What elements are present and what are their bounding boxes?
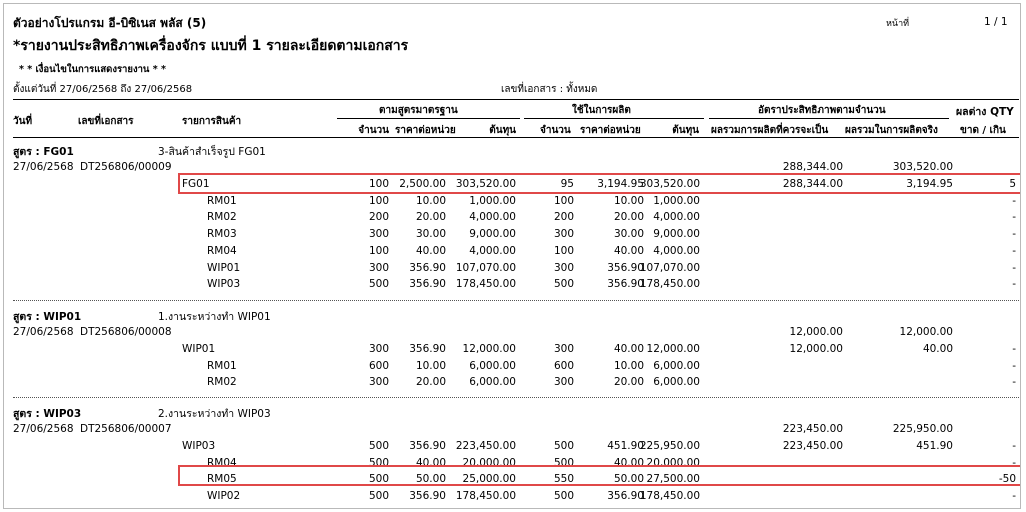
group-diff-header: ผลต่าง QTY bbox=[956, 106, 1014, 118]
table-row bbox=[4, 209, 1021, 226]
cell-uq: 600 bbox=[553, 359, 574, 372]
cell-uc: 4,000.00 bbox=[653, 211, 700, 224]
table-row bbox=[4, 226, 1021, 243]
cell-uu: 40.00 bbox=[613, 456, 644, 469]
cell-su: 356.90 bbox=[409, 278, 446, 291]
cell-uu: 10.00 bbox=[613, 194, 644, 207]
cell-uc: 27,500.00 bbox=[646, 473, 700, 486]
item-name: WIP01 bbox=[182, 343, 216, 355]
cell-d: - bbox=[1012, 278, 1016, 291]
cell-uc: 178,450.00 bbox=[639, 278, 700, 291]
cell-es: 12,000.00 bbox=[789, 343, 843, 355]
cell-su: 30.00 bbox=[415, 228, 446, 241]
doc-actual-produce: 225,950.00 bbox=[892, 423, 953, 435]
cell-sq: 100 bbox=[368, 178, 389, 190]
item-name: RM02 bbox=[207, 211, 237, 224]
doc-date: 27/06/2568 bbox=[13, 161, 74, 173]
cell-sc: 107,070.00 bbox=[455, 261, 516, 274]
cell-es: 223,450.00 bbox=[782, 440, 843, 452]
cell-uq: 500 bbox=[553, 456, 574, 469]
table-row bbox=[4, 341, 1021, 358]
col-std-unit: ราคาต่อหน่วย bbox=[395, 125, 456, 136]
section-formula-label: สูตร : WIP01 bbox=[13, 311, 82, 323]
item-name: FG01 bbox=[182, 178, 210, 190]
page-number: 1 / 1 bbox=[984, 16, 1008, 28]
section-formula-desc: 1.งานระหว่างทำ WIP01 bbox=[158, 311, 271, 323]
condition-label: * * เงื่อนไขในการแสดงรายงาน * * bbox=[19, 64, 166, 75]
item-name: WIP02 bbox=[207, 490, 241, 503]
cell-d: - bbox=[1012, 359, 1016, 372]
cell-d: - bbox=[1012, 211, 1016, 224]
col-std-cost: ต้นทุน bbox=[489, 125, 516, 136]
col-item: รายการสินค้า bbox=[182, 116, 242, 127]
item-name: WIP03 bbox=[207, 278, 241, 291]
company-name: ตัวอย่างโปรแกรม อี-บิซิเนส พลัส (5) bbox=[13, 16, 207, 30]
doc-date: 27/06/2568 bbox=[13, 326, 74, 338]
group-efficiency-header: อัตราประสิทธิภาพตามจำนวน bbox=[758, 105, 886, 116]
doc-should-produce: 223,450.00 bbox=[782, 423, 843, 435]
cell-uq: 500 bbox=[553, 440, 574, 452]
cell-sq: 600 bbox=[368, 359, 389, 372]
cell-uu: 356.90 bbox=[607, 261, 644, 274]
cell-uu: 20.00 bbox=[613, 376, 644, 389]
cell-d: - bbox=[1012, 228, 1016, 241]
cell-uq: 300 bbox=[553, 228, 574, 241]
cell-ea: 40.00 bbox=[922, 343, 953, 355]
section-formula-desc: 3-สินค้าสำเร็จรูป FG01 bbox=[158, 146, 266, 158]
col-used-unit: ราคาต่อหน่วย bbox=[580, 125, 641, 136]
item-name: RM01 bbox=[207, 194, 237, 207]
cell-uu: 356.90 bbox=[607, 278, 644, 291]
cell-es: 288,344.00 bbox=[782, 178, 843, 190]
cell-uq: 300 bbox=[553, 343, 574, 355]
cell-su: 356.90 bbox=[409, 490, 446, 503]
cell-sq: 500 bbox=[368, 456, 389, 469]
cell-d: - bbox=[1012, 343, 1016, 355]
doc-actual-produce: 12,000.00 bbox=[899, 326, 953, 338]
cell-uq: 100 bbox=[553, 194, 574, 207]
cell-uc: 6,000.00 bbox=[653, 359, 700, 372]
cell-sq: 500 bbox=[368, 278, 389, 291]
group-standard-header: ตามสูตรมาตรฐาน bbox=[379, 105, 458, 116]
cell-su: 10.00 bbox=[415, 359, 446, 372]
cell-uu: 3,194.95 bbox=[597, 178, 644, 190]
cell-sc: 6,000.00 bbox=[469, 359, 516, 372]
cell-d: - bbox=[1012, 376, 1016, 389]
cell-su: 356.90 bbox=[409, 343, 446, 355]
cell-uu: 451.90 bbox=[607, 440, 644, 452]
cell-sc: 223,450.00 bbox=[455, 440, 516, 452]
cell-uq: 550 bbox=[553, 473, 574, 486]
doc-filter: เลขที่เอกสาร : ทั้งหมด bbox=[501, 84, 598, 95]
cell-uu: 10.00 bbox=[613, 359, 644, 372]
cell-uc: 9,000.00 bbox=[653, 228, 700, 241]
doc-actual-produce: 303,520.00 bbox=[892, 161, 953, 173]
cell-d: - bbox=[1012, 194, 1016, 207]
cell-sq: 500 bbox=[368, 473, 389, 486]
cell-sq: 200 bbox=[368, 211, 389, 224]
section-formula-desc: 2.งานระหว่างทำ WIP03 bbox=[158, 408, 271, 420]
col-used-qty: จำนวน bbox=[540, 125, 571, 136]
cell-uc: 20,000.00 bbox=[646, 456, 700, 469]
table-row bbox=[4, 438, 1021, 455]
doc-number: DT256806/00008 bbox=[80, 326, 172, 338]
cell-sq: 300 bbox=[368, 376, 389, 389]
used-underline bbox=[524, 118, 704, 119]
cell-sc: 6,000.00 bbox=[469, 376, 516, 389]
efficiency-underline bbox=[709, 118, 949, 119]
cell-sc: 178,450.00 bbox=[455, 490, 516, 503]
table-row bbox=[4, 260, 1021, 277]
cell-su: 40.00 bbox=[415, 456, 446, 469]
cell-sq: 500 bbox=[368, 440, 389, 452]
col-std-qty: จำนวน bbox=[358, 125, 389, 136]
header-bottom-rule bbox=[13, 137, 1019, 138]
cell-uu: 50.00 bbox=[613, 473, 644, 486]
cell-su: 40.00 bbox=[415, 244, 446, 257]
cell-uc: 107,070.00 bbox=[639, 261, 700, 274]
cell-su: 2,500.00 bbox=[399, 178, 446, 190]
cell-uq: 500 bbox=[553, 278, 574, 291]
cell-uq: 200 bbox=[553, 211, 574, 224]
cell-uq: 300 bbox=[553, 376, 574, 389]
cell-uq: 500 bbox=[553, 490, 574, 503]
cell-d: - bbox=[1012, 261, 1016, 274]
cell-su: 356.90 bbox=[409, 261, 446, 274]
doc-should-produce: 288,344.00 bbox=[782, 161, 843, 173]
cell-sq: 300 bbox=[368, 261, 389, 274]
date-range: ตั้งแต่วันที่ 27/06/2568 ถึง 27/06/2568 bbox=[13, 84, 193, 95]
group-used-header: ใช้ในการผลิต bbox=[572, 105, 631, 116]
cell-su: 20.00 bbox=[415, 376, 446, 389]
cell-ea: 451.90 bbox=[916, 440, 953, 452]
item-name: RM04 bbox=[207, 244, 237, 257]
cell-d: 5 bbox=[1009, 178, 1016, 190]
item-name: RM03 bbox=[207, 228, 237, 241]
cell-su: 50.00 bbox=[415, 473, 446, 486]
highlight-fg01-row bbox=[178, 173, 1021, 194]
cell-d: - bbox=[1012, 440, 1016, 452]
cell-sc: 4,000.00 bbox=[469, 244, 516, 257]
standard-underline bbox=[337, 118, 520, 119]
doc-date: 27/06/2568 bbox=[13, 423, 74, 435]
col-short-over: ขาด / เกิน bbox=[960, 125, 1006, 136]
col-doc-no: เลขที่เอกสาร bbox=[78, 116, 134, 127]
cell-d: - bbox=[1012, 490, 1016, 503]
cell-d: - bbox=[1012, 456, 1016, 469]
cell-sc: 25,000.00 bbox=[462, 473, 516, 486]
cell-su: 10.00 bbox=[415, 194, 446, 207]
cell-sq: 100 bbox=[368, 194, 389, 207]
cell-uq: 95 bbox=[560, 178, 574, 190]
col-actual-produce: ผลรวมในการผลิตจริง bbox=[845, 125, 938, 136]
cell-d: -50 bbox=[998, 473, 1016, 486]
doc-number: DT256806/00007 bbox=[80, 423, 172, 435]
cell-sc: 178,450.00 bbox=[455, 278, 516, 291]
col-date: วันที่ bbox=[13, 116, 33, 127]
cell-uu: 40.00 bbox=[613, 343, 644, 355]
section-formula-label: สูตร : FG01 bbox=[13, 146, 74, 158]
cell-uu: 40.00 bbox=[613, 244, 644, 257]
section-divider bbox=[13, 397, 1019, 398]
page-label: หน้าที่ bbox=[886, 19, 910, 29]
cell-sc: 1,000.00 bbox=[469, 194, 516, 207]
cell-uq: 300 bbox=[553, 261, 574, 274]
cell-su: 356.90 bbox=[409, 440, 446, 452]
cell-uc: 4,000.00 bbox=[653, 244, 700, 257]
cell-sc: 9,000.00 bbox=[469, 228, 516, 241]
cell-sc: 4,000.00 bbox=[469, 211, 516, 224]
table-row bbox=[4, 358, 1021, 375]
item-name: RM02 bbox=[207, 376, 237, 389]
table-row bbox=[4, 193, 1021, 210]
cell-uc: 1,000.00 bbox=[653, 194, 700, 207]
cell-uu: 30.00 bbox=[613, 228, 644, 241]
col-used-cost: ต้นทุน bbox=[672, 125, 699, 136]
cell-sc: 20,000.00 bbox=[462, 456, 516, 469]
item-name: WIP03 bbox=[182, 440, 216, 452]
cell-uc: 12,000.00 bbox=[646, 343, 700, 355]
cell-uc: 303,520.00 bbox=[639, 178, 700, 190]
table-row bbox=[4, 374, 1021, 391]
cell-ea: 3,194.95 bbox=[906, 178, 953, 190]
cell-sq: 300 bbox=[368, 343, 389, 355]
cell-uc: 6,000.00 bbox=[653, 376, 700, 389]
cell-su: 20.00 bbox=[415, 211, 446, 224]
item-name: RM05 bbox=[207, 473, 237, 486]
section-formula-label: สูตร : WIP03 bbox=[13, 408, 82, 420]
section-divider bbox=[13, 300, 1019, 301]
report-page bbox=[3, 3, 1021, 509]
header-top-rule bbox=[13, 99, 1019, 100]
cell-sc: 303,520.00 bbox=[455, 178, 516, 190]
cell-sc: 12,000.00 bbox=[462, 343, 516, 355]
highlight-rm05-row bbox=[178, 465, 1021, 486]
cell-uc: 225,950.00 bbox=[639, 440, 700, 452]
cell-uu: 20.00 bbox=[613, 211, 644, 224]
doc-number: DT256806/00009 bbox=[80, 161, 172, 173]
cell-uc: 178,450.00 bbox=[639, 490, 700, 503]
report-title: *รายงานประสิทธิภาพเครื่องจักร แบบที่ 1 รายละเอียดตามเอกสาร bbox=[13, 38, 409, 54]
cell-sq: 100 bbox=[368, 244, 389, 257]
cell-d: - bbox=[1012, 244, 1016, 257]
item-name: WIP01 bbox=[207, 261, 241, 274]
cell-sq: 300 bbox=[368, 228, 389, 241]
doc-should-produce: 12,000.00 bbox=[789, 326, 843, 338]
table-row bbox=[4, 488, 1021, 505]
item-name: RM01 bbox=[207, 359, 237, 372]
cell-uu: 356.90 bbox=[607, 490, 644, 503]
cell-sq: 500 bbox=[368, 490, 389, 503]
table-row bbox=[4, 276, 1021, 293]
col-should-produce: ผลรวมการผลิตที่ควรจะเป็น bbox=[711, 125, 829, 136]
table-row bbox=[4, 243, 1021, 260]
cell-uq: 100 bbox=[553, 244, 574, 257]
item-name: RM04 bbox=[207, 456, 237, 469]
